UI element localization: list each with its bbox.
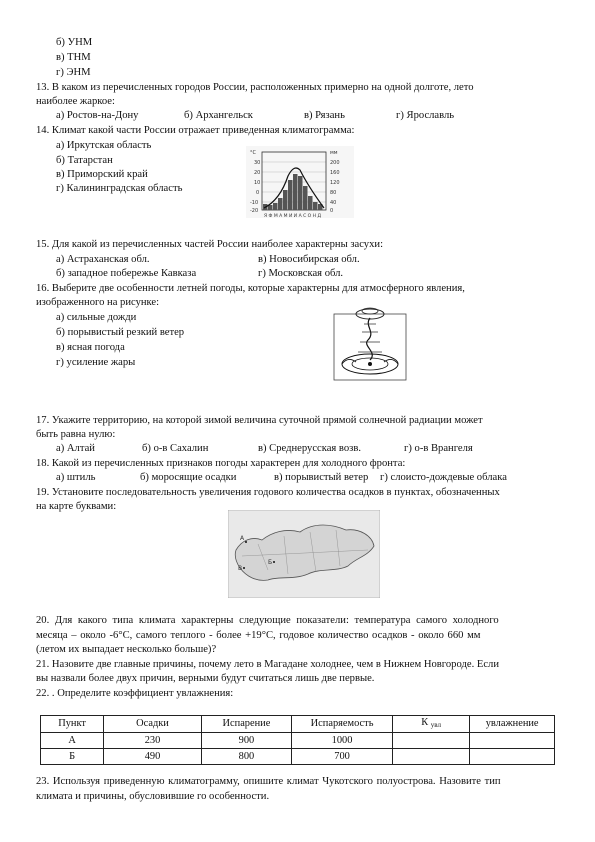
russia-map-svg [228,510,380,598]
q18-option-v: в) порывистый ветер [274,472,369,483]
climatogram-t-tick: 20 [254,170,261,176]
q15-option-v: в) Новосибирская обл. [258,254,360,265]
table-cell: 800 [201,749,291,765]
table-row [41,749,555,765]
table-cell [470,749,555,765]
table-cell: 230 [104,733,202,749]
table-cell: 900 [201,733,291,749]
q22-text: 22. . Определите коэффициент увлажнения: [36,688,234,699]
q15-option-a: а) Астраханская обл. [56,254,150,265]
cyclone-drawing [328,302,412,384]
climatogram-t-tick: 30 [254,160,261,166]
q16-option-b: б) порывистый резкий ветер [56,327,185,338]
table-cell: 490 [104,749,202,765]
q18-text: 18. Какой из перечисленных признаков погоды характерен для холодного фронта: [36,458,406,469]
q14-option-b: б) Татарстан [56,155,113,166]
q17-text-line2: быть равна нулю: [36,429,116,440]
q21-text-line2: вы назвали более двух причин, верными будут считаться лишь две первые. [36,673,375,684]
q13-option-v: в) Рязань [304,110,345,121]
q20-text-line1: 20. Для какого типа климата характерны следующие показатели: температура самого холодного [36,615,499,626]
climatogram-months: Я Ф М А М И И А С О Н Д [264,214,321,218]
q20-text-line3: (летом их выпадает несколько больше)? [36,644,217,655]
q23-text-line1: 23. Используя приведенную климатограмму, опишите климат Чукотского полуострова. Назовите тип [36,776,501,787]
table-header-cell: Испарение [201,716,291,733]
climatogram-p-tick: 0 [330,208,334,214]
climatogram-p-unit: мм [330,150,338,156]
climatogram-t-tick: -10 [250,200,259,206]
q13-text-line2: наиболее жаркое: [36,96,115,107]
climatogram-p-tick: 120 [330,180,340,186]
q13-option-b: б) Архангельск [184,110,253,121]
climatogram-p-tick: 80 [330,190,337,196]
q16-text-line1: 16. Выберите две особенности летней погоды, которые характерны для атмосферного явления, [36,283,465,294]
table-header-row [41,716,555,733]
russia-map-figure [228,510,380,598]
climatogram-p-tick: 40 [330,200,337,206]
q14-option-a: а) Иркутская область [56,140,152,151]
q15-text: 15. Для какой из перечисленных частей России наиболее характерны засухи: [36,239,384,250]
q14-option-v: в) Приморский край [56,169,148,180]
table-cell [393,749,470,765]
q16-option-g: г) усиление жары [56,357,136,368]
map-point-a: А [240,535,245,542]
table-header-cell: увлажнение [470,716,555,733]
climatogram-svg [246,146,354,218]
q17-text-line1: 17. Укажите территорию, на которой зимой величина суточной прямой солнечной радиации может [36,415,483,426]
k-main: К [421,717,429,728]
q17-option-v: в) Среднерусская возв. [258,443,361,454]
climatogram-p-tick: 200 [330,160,340,166]
option-v-tnm: в) ТНМ [56,52,91,63]
table-header-cell [393,716,470,733]
moisture-table [40,715,555,765]
option-g-enm: г) ЭНМ [56,67,91,78]
table-cell: 1000 [292,733,393,749]
table-cell: Б [41,749,104,765]
climatogram-t-tick: -20 [250,208,259,214]
map-point-v: В [238,565,243,572]
q16-option-v: в) ясная погода [56,342,125,353]
q18-option-g: г) слоисто-дождевые облака [380,472,507,483]
q18-option-b: б) моросящие осадки [140,472,237,483]
q17-option-g: г) о-в Врангеля [404,443,473,454]
table-header-cell: Осадки [104,716,202,733]
q13-option-g: г) Ярославль [396,110,455,121]
q14-option-g: г) Калининградская область [56,183,183,194]
q23-text-line2: климата и причины, обусловившие го особенности. [36,791,270,802]
q17-option-a: а) Алтай [56,443,95,454]
q13-option-a: а) Ростов-на-Дону [56,110,139,121]
q19-text-line2: на карте буквами: [36,501,117,512]
q14-text: 14. Климат какой части России отражает приведенная климатограмма: [36,125,355,136]
climatogram-t-tick: 10 [254,180,261,186]
climatogram-figure [246,146,354,218]
table-cell: 700 [292,749,393,765]
q13-text-line1: 13. В каком из перечисленных городов России, расположенных примерно на одной долготе, лето [36,82,474,93]
q17-option-b: б) о-в Сахалин [142,443,209,454]
table-header-cell: Пункт [41,716,104,733]
q16-text-line2: изображенного на рисунке: [36,297,160,308]
q21-text-line1: 21. Назовите две главные причины, почему лето в Магадане холоднее, чем в Нижнем Новгороде. Если [36,659,499,670]
table-cell [470,733,555,749]
climatogram-p-tick: 160 [330,170,340,176]
table-row [41,733,555,749]
table-cell [393,733,470,749]
q15-option-g: г) Московская обл. [258,268,344,279]
map-point-b: Б [268,559,273,566]
atmospheric-phenomenon-figure [328,302,412,384]
k-subscript: увл [430,721,442,729]
table-cell: А [41,733,104,749]
climatogram-t-tick: 0 [256,190,260,196]
q16-option-a: а) сильные дожди [56,312,137,323]
climatogram-t-unit: °C [250,150,256,156]
option-b-unm: б) УНМ [56,37,93,48]
q15-option-b: б) западное побережье Кавказа [56,268,197,279]
table-header-cell: Испаряемость [292,716,393,733]
q20-text-line2: месяца – около -6°С, самого теплого - более +19°С, годовое количество осадков - около 660 мм [36,630,481,641]
q19-text-line1: 19. Установите последовательность увеличения годового количества осадков в пунктах, обозначенных [36,487,500,498]
q18-option-a: а) штиль [56,472,96,483]
